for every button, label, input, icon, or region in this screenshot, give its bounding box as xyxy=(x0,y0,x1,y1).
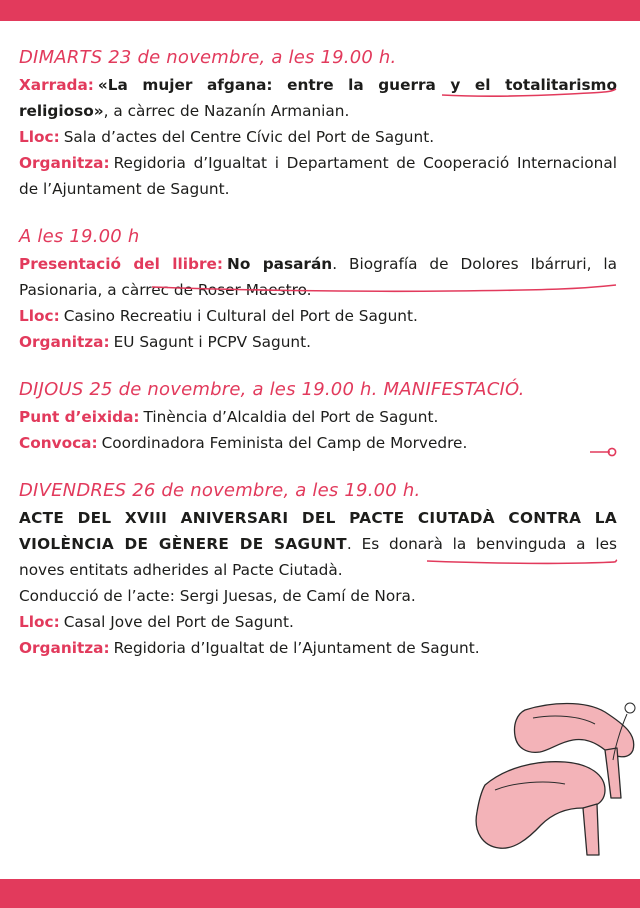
host-line: Conducció de l’acte: Sergi Juesas, de Camí de Nora. xyxy=(19,587,416,605)
organizer-value: Regidoria d’Igualtat i Departament de Cooperació Internacional de l’Ajuntament de Sagunt. xyxy=(19,154,617,198)
talk-line xyxy=(19,72,617,124)
event-date: DIMARTS 23 de novembre, a les 19.00 h. xyxy=(19,47,397,68)
top-bar xyxy=(0,0,640,21)
event-section-1 xyxy=(19,44,617,202)
organizer-value: Regidoria d’Igualtat de l’Ajuntament de Sagunt. xyxy=(113,639,480,657)
organizer-label: Organitza: xyxy=(19,639,110,657)
place-label: Lloc: xyxy=(19,307,60,325)
convener-label: Convoca: xyxy=(19,434,98,452)
book-line xyxy=(19,251,617,303)
event-program xyxy=(19,44,617,682)
place-line xyxy=(19,303,617,329)
organizer-label: Organitza: xyxy=(19,333,110,351)
event-date: A les 19.00 h xyxy=(19,226,140,247)
place-label: Lloc: xyxy=(19,128,60,146)
start-label: Punt d’eixida: xyxy=(19,408,140,426)
organizer-line xyxy=(19,635,617,661)
red-shoes-illustration xyxy=(455,690,640,875)
convener-line xyxy=(19,430,617,456)
event-date: DIJOUS 25 de novembre, a les 19.00 h. MANIFESTACIÓ. xyxy=(19,379,525,400)
organizer-line xyxy=(19,150,617,202)
event-section-2 xyxy=(19,223,617,355)
book-details: . Biografía de Dolores Ibárruri, la Pasionaria, a càrrec de Roser Maestro. xyxy=(19,255,618,299)
place-label: Lloc: xyxy=(19,613,60,631)
talk-label: Xarrada: xyxy=(19,76,94,94)
place-value: Casal Jove del Port de Sagunt. xyxy=(63,613,294,631)
organizer-line xyxy=(19,329,617,355)
book-label: Presentació del llibre: xyxy=(19,255,224,273)
act-details: . Es donarà la benvinguda a les noves entitats adherides al Pacte Ciutadà. xyxy=(19,535,617,579)
start-value: Tinència d’Alcaldia del Port de Sagunt. xyxy=(143,408,439,426)
talk-speaker: , a càrrec de Nazanín Armanian. xyxy=(103,102,350,120)
book-title: No pasarán xyxy=(227,255,333,273)
bottom-bar xyxy=(0,879,640,908)
event-section-3 xyxy=(19,376,617,456)
organizer-label: Organitza: xyxy=(19,154,110,172)
place-value: Sala d’actes del Centre Cívic del Port de Sagunt. xyxy=(63,128,435,146)
event-section-4 xyxy=(19,477,617,661)
event-date: DIVENDRES 26 de novembre, a les 19.00 h. xyxy=(19,480,421,501)
place-line xyxy=(19,124,617,150)
organizer-value: EU Sagunt i PCPV Sagunt. xyxy=(113,333,311,351)
start-line xyxy=(19,404,617,430)
act-title: ACTE DEL XVIII ANIVERSARI DEL PACTE CIUTADÀ CONTRA LA VIOLÈNCIA DE GÈNERE DE SAGUNT xyxy=(19,509,617,553)
talk-title: «La mujer afgana: entre la guerra y el totalitarismo religioso» xyxy=(19,76,617,120)
place-value: Casino Recreatiu i Cultural del Port de Sagunt. xyxy=(63,307,418,325)
convener-value: Coordinadora Feminista del Camp de Morvedre. xyxy=(101,434,468,452)
act-line xyxy=(19,505,617,583)
place-line xyxy=(19,609,617,635)
